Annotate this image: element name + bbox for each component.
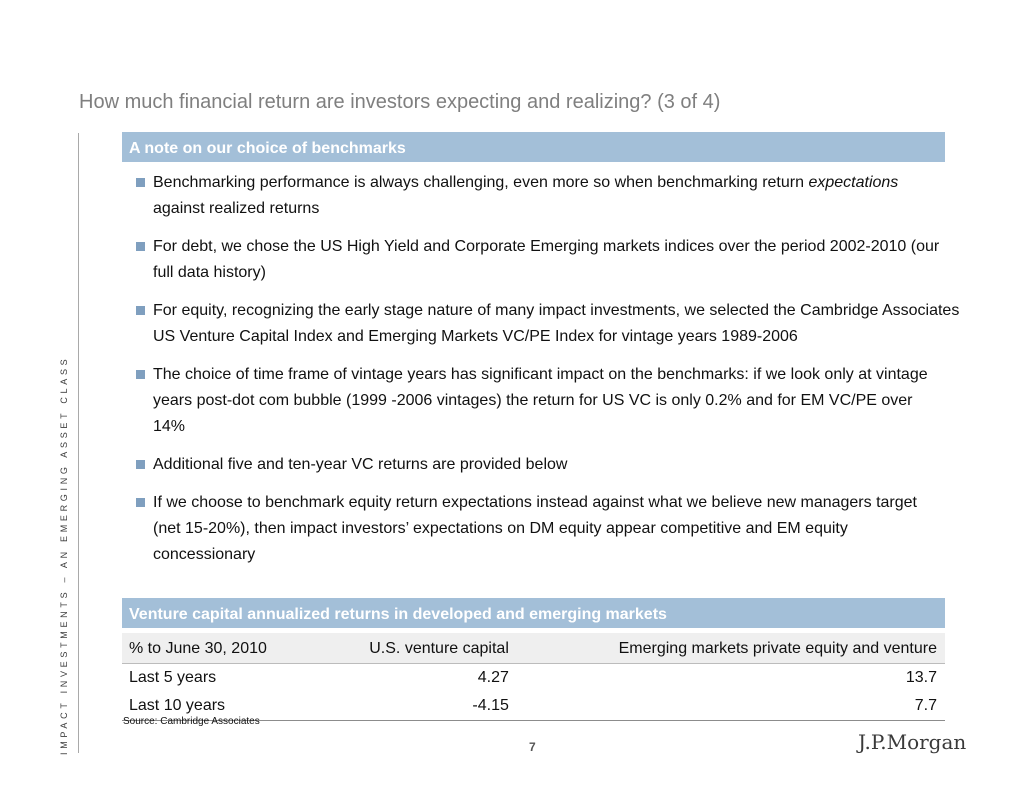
- bullet-item: [122, 298, 961, 350]
- source-note: Source: Cambridge Associates: [123, 716, 260, 727]
- jpmorgan-logo: J.P.Morgan: [858, 730, 967, 754]
- bullet-text: Benchmarking performance is always challenging, even more so when benchmarking return: [153, 174, 804, 191]
- bullet-emphasis: expectations: [808, 174, 899, 191]
- side-label: IMPACT INVESTMENTS – AN EMERGING ASSET CLASS: [59, 355, 69, 755]
- table-cell: 13.7: [905, 669, 937, 686]
- table-cell: Last 5 years: [129, 669, 217, 686]
- square-bullet-icon: [136, 178, 145, 187]
- column-header-em-pe-vc: Emerging markets private equity and venture: [517, 633, 945, 664]
- table-cell: Last 10 years: [122, 692, 318, 721]
- page-number: 7: [529, 740, 536, 754]
- benchmarks-header: A note on our choice of benchmarks: [122, 132, 945, 162]
- square-bullet-icon: [136, 460, 145, 469]
- bullet-item: [122, 452, 945, 478]
- bullet-item: [122, 362, 943, 440]
- table-cell: 7.7: [517, 692, 945, 721]
- bullet-item: [122, 170, 913, 222]
- bullet-text: Additional five and ten-year VC returns are provided below: [153, 456, 568, 473]
- bullet-item: [122, 490, 933, 568]
- square-bullet-icon: [136, 498, 145, 507]
- returns-table: [122, 633, 945, 721]
- table-row: [122, 664, 945, 693]
- column-header-us-vc: U.S. venture capital: [318, 633, 517, 664]
- bullet-text: The choice of time frame of vintage years has significant impact on the benchmarks: if we look only at vintage years post-dot com bubble (1999 -2006 vintages) the return for US VC is only 0.2% and for EM VC/PE over 14%: [153, 366, 928, 435]
- page-title: How much financial return are investors expecting and realizing? (3 of 4): [79, 91, 721, 113]
- bullet-text-tail: against realized returns: [153, 200, 320, 217]
- vertical-divider: [78, 133, 79, 753]
- column-header-period: % to June 30, 2010: [122, 633, 318, 664]
- bullet-text: For equity, recognizing the early stage nature of many impact investments, we selected the Cambridge Associates US Venture Capital Index and Emerging Markets VC/PE Index for vintage years 1989-2006: [153, 302, 960, 345]
- benchmark-bullet-list: [122, 170, 960, 580]
- table-header-row: [122, 633, 945, 664]
- square-bullet-icon: [136, 306, 145, 315]
- square-bullet-icon: [136, 370, 145, 379]
- bullet-item: [122, 234, 943, 286]
- bullet-text: If we choose to benchmark equity return expectations instead against what we believe new managers target (net 15-20%), then impact investors’ expectations on DM equity appear competitive and EM equity concessionary: [153, 494, 917, 563]
- returns-header: Venture capital annualized returns in developed and emerging markets: [122, 598, 945, 628]
- bullet-text: For debt, we chose the US High Yield and Corporate Emerging markets indices over the period 2002-2010 (our full data history): [153, 238, 940, 281]
- square-bullet-icon: [136, 242, 145, 251]
- table-cell: -4.15: [318, 692, 517, 721]
- table-cell: 4.27: [477, 669, 509, 686]
